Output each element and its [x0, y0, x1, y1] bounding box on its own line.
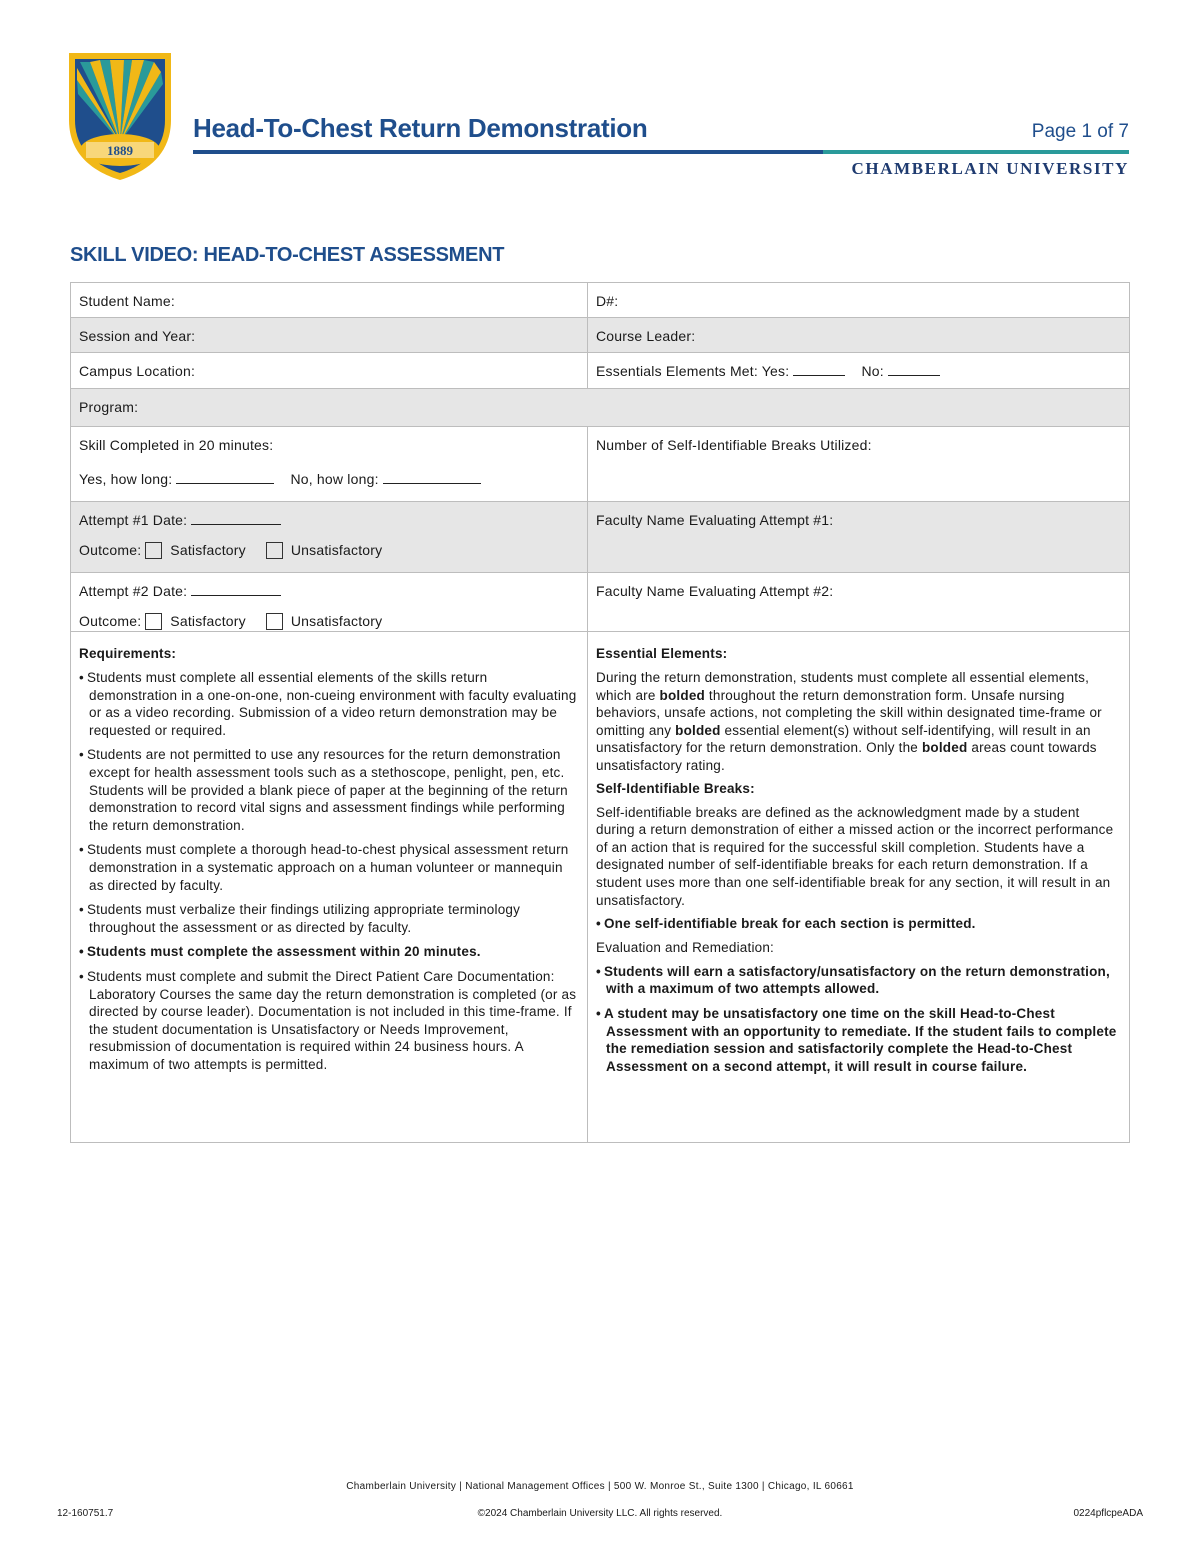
- footer-code: 12-160751.7: [57, 1508, 114, 1519]
- skill-completed-field[interactable]: Skill Completed in 20 minutes: Yes, how long: No, how long:: [71, 427, 588, 502]
- page-number: Page 1 of 7: [1031, 121, 1129, 142]
- document-title: Head-To-Chest Return Demonstration: [193, 113, 648, 143]
- evaluation-form: [70, 282, 1130, 1143]
- requirement-item: • Students must complete a thorough head-to-chest physical assessment return demonstration in a systematic approach on a human volunteer or mannequin as directed by faculty.: [79, 841, 579, 894]
- requirements-section: [71, 632, 588, 1143]
- attempt-1-field: Attempt #1 Date: Outcome: Satisfactory Unsatisfactory: [71, 502, 588, 573]
- section-title: SKILL VIDEO: HEAD-TO-CHEST ASSESSMENT: [70, 244, 505, 266]
- essential-elements-text: During the return demonstration, students must complete all essential elements, which are bolded throughout the return demonstration form. Unsafe nursing behaviors, unsafe actions, not completing the skill within designated time-frame or omitting any bolded essential element(s) without self-identifying, will result in an unsatisfactory for the return demonstration. Only the bolded areas count towards unsatisfactory rating.: [596, 670, 1102, 773]
- evaluation-item: • A student may be unsatisfactory one time on the skill Head-to-Chest Assessment with an opportunity to remediate. If the student fails to complete the remediation session and satisfactorily complete the Head-to-Chest Assessment on a second attempt, it will result in course failure.: [596, 1005, 1121, 1075]
- breaks-text: Self-identifiable breaks are defined as the acknowledgment made by a student during a return demonstration of either a missed action or the incorrect performance of an action that is required for the successful skill completion. Students have a designated number of self-identifiable breaks for each return demonstration. If a student uses more than one self-identifiable break for any section, it will result in an unsatisfactory.: [596, 804, 1114, 908]
- university-wordmark: CHAMBERLAIN UNIVERSITY: [851, 159, 1129, 178]
- student-name-field[interactable]: Student Name:: [71, 283, 588, 318]
- footer-ref: 0224pflcpeADA: [1073, 1508, 1143, 1519]
- attempt-2-satisfactory-checkbox[interactable]: [145, 613, 162, 630]
- program-field[interactable]: Program:: [71, 389, 1130, 427]
- d-number-field[interactable]: D#:: [588, 283, 1130, 318]
- logo-year: 1889: [107, 143, 133, 158]
- header-rule-blue: [193, 150, 823, 154]
- header-rule-teal: [823, 150, 1129, 154]
- breaks-heading: Self-Identifiable Breaks:: [596, 780, 755, 796]
- self-identifiable-breaks-field[interactable]: Number of Self-Identifiable Breaks Utilized:: [588, 427, 1130, 502]
- essentials-met-field[interactable]: Essentials Elements Met: Yes: No:: [588, 353, 1130, 389]
- essential-elements-section: [588, 632, 1130, 1143]
- requirement-item: • Students must complete the assessment within 20 minutes.: [79, 943, 579, 961]
- footer-copyright: ©2024 Chamberlain University LLC. All rights reserved.: [477, 1508, 723, 1519]
- campus-location-field[interactable]: Campus Location:: [71, 353, 588, 389]
- attempt-1-satisfactory-checkbox[interactable]: [145, 542, 162, 559]
- requirement-item: • Students must verbalize their findings utilizing appropriate terminology throughout the assessment or as directed by faculty.: [79, 901, 579, 936]
- faculty-attempt-2-field[interactable]: Faculty Name Evaluating Attempt #2:: [588, 573, 1130, 632]
- requirement-item: • Students must complete and submit the Direct Patient Care Documentation: Laboratory Courses the same day the return demonstration is completed (or as directed by course leader). Documentation is not included in this time-frame. If the student documentation is Unsatisfactory or Needs Improvement, resubmission of documentation is required within 24 business hours. A maximum of two attempts is permitted.: [79, 968, 579, 1074]
- requirement-item: • Students must complete all essential elements of the skills return demonstration in a one-on-one, non-cueing environment with faculty evaluating or as a video recording. Submission of a video return demonstration may be requested or required.: [79, 669, 579, 739]
- evaluation-item: • Students will earn a satisfactory/unsatisfactory on the return demonstration, with a maximum of two attempts allowed.: [596, 963, 1121, 998]
- university-shield-logo: [66, 50, 174, 182]
- breaks-item: • One self-identifiable break for each section is permitted.: [596, 915, 1121, 933]
- essential-elements-heading: Essential Elements:: [596, 646, 728, 661]
- attempt-1-unsatisfactory-checkbox[interactable]: [266, 542, 283, 559]
- course-leader-field[interactable]: Course Leader:: [588, 318, 1130, 353]
- attempt-2-field: Attempt #2 Date: Outcome: Satisfactory Unsatisfactory: [71, 573, 588, 632]
- footer-address: Chamberlain University | National Management Offices | 500 W. Monroe St., Suite 1300 | Chicago, IL 60661: [346, 1481, 854, 1492]
- faculty-attempt-1-field[interactable]: Faculty Name Evaluating Attempt #1:: [588, 502, 1130, 573]
- requirements-heading: Requirements:: [79, 646, 177, 661]
- requirement-item: • Students are not permitted to use any resources for the return demonstration except for health assessment tools such as a stethoscope, penlight, pen, etc. Students will be provided a blank piece of paper at the beginning of the return demonstration to record vital signs and assessment findings while performing the return demonstration.: [79, 746, 579, 834]
- attempt-2-unsatisfactory-checkbox[interactable]: [266, 613, 283, 630]
- evaluation-heading: Evaluation and Remediation:: [596, 939, 775, 955]
- session-year-field[interactable]: Session and Year:: [71, 318, 588, 353]
